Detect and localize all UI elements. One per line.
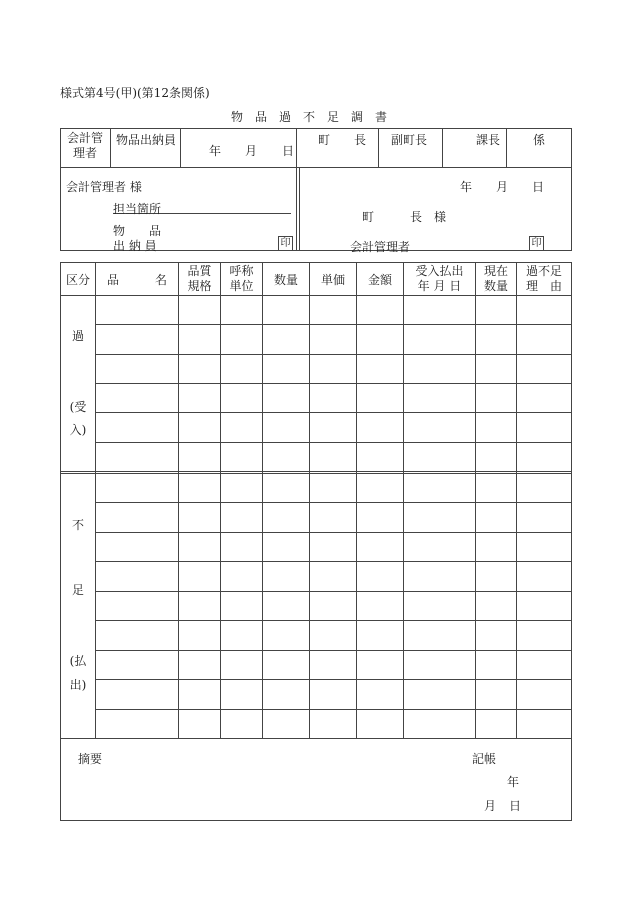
table-column-line [475, 262, 476, 738]
table-row-line [95, 383, 572, 384]
table-row-line [95, 650, 572, 651]
table-row-line [95, 709, 572, 710]
section-chief-label: 課長 [475, 133, 500, 147]
table-row-line [95, 591, 572, 592]
left-addressee: 会計管理者 様 [66, 180, 142, 194]
form-number-label: 様式第4号(甲)(第12条関係) [60, 86, 210, 100]
col-header-item-name: 品 名 [106, 273, 167, 287]
table-column-line [309, 262, 310, 738]
table-column-line [220, 262, 221, 738]
shortage-label-char: 出) [69, 678, 87, 692]
staff-label: 係 [532, 133, 545, 147]
col-header-reason: 過不足 理 由 [525, 264, 562, 293]
table-row-line [95, 561, 572, 562]
ledger-year: 年 [507, 775, 520, 789]
table-column-line [516, 262, 517, 738]
col-header-amount: 金額 [367, 273, 392, 287]
table-column-line [178, 262, 179, 738]
document-title: 物品過不足調書 [230, 110, 399, 124]
ledger-day: 日 [509, 799, 522, 813]
ledger-month: 月 [484, 799, 497, 813]
goods-line1: 物 品 [113, 224, 162, 238]
excess-label-char: 過 [71, 329, 84, 343]
table-row-line [95, 502, 572, 503]
col-header-quality: 品質 規格 [187, 264, 212, 293]
table-row-line [95, 532, 572, 533]
col-header-category: 区分 [65, 273, 90, 287]
table-row-line [95, 620, 572, 621]
table-column-line [262, 262, 263, 738]
mayor-label: 町 長 [317, 133, 366, 147]
grid-bottom-border [60, 738, 572, 739]
shortage-label-char: (払 [69, 654, 87, 668]
right-date-day: 日 [532, 180, 545, 194]
table-column-line [356, 262, 357, 738]
col-header-unit-price: 単価 [320, 273, 345, 287]
right-addressee: 町 長 様 [362, 210, 447, 224]
right-date-month: 月 [496, 180, 509, 194]
shortage-label-char: 足 [71, 583, 84, 597]
table-row-line [95, 679, 572, 680]
approval-date-month: 月 [245, 144, 258, 158]
excess-label-char: (受 [69, 400, 87, 414]
col-header-current-qty: 現在 数量 [483, 264, 508, 293]
table-column-line [403, 262, 404, 738]
table-column-line [95, 262, 96, 738]
col-header-quantity: 数量 [273, 273, 298, 287]
table-header-divider [60, 295, 572, 296]
deputy-mayor-label: 副町長 [390, 133, 427, 147]
right-sender: 会計管理者 [350, 240, 411, 254]
department-field[interactable] [113, 200, 291, 214]
table-row-line [95, 442, 572, 443]
accountant-label: 会計管 理者 [66, 131, 103, 160]
shortage-label-char: 不 [71, 518, 84, 532]
ledger-label: 記帳 [472, 752, 497, 766]
seal-mark: 印 [529, 236, 544, 251]
summary-label: 摘要 [78, 752, 103, 766]
goods-clerk-signature-field[interactable] [113, 237, 291, 251]
seal-mark: 印 [278, 236, 293, 251]
table-row-line [95, 354, 572, 355]
excess-label-char: 入) [69, 423, 87, 437]
right-date-year: 年 [460, 180, 473, 194]
goods-clerk-label: 物品出納員 [115, 133, 176, 147]
col-header-unit: 呼称 単位 [229, 264, 254, 293]
approval-date-year: 年 [209, 144, 222, 158]
section-divider [60, 473, 572, 474]
col-header-date: 受入払出 年 月 日 [415, 264, 464, 293]
table-row-line [95, 412, 572, 413]
table-row-line [95, 324, 572, 325]
approval-date-day: 日 [282, 144, 295, 158]
department-label: 担当箇所 [113, 202, 162, 216]
goods-line2: 出 納 員 [113, 239, 157, 253]
section-divider [60, 471, 572, 472]
